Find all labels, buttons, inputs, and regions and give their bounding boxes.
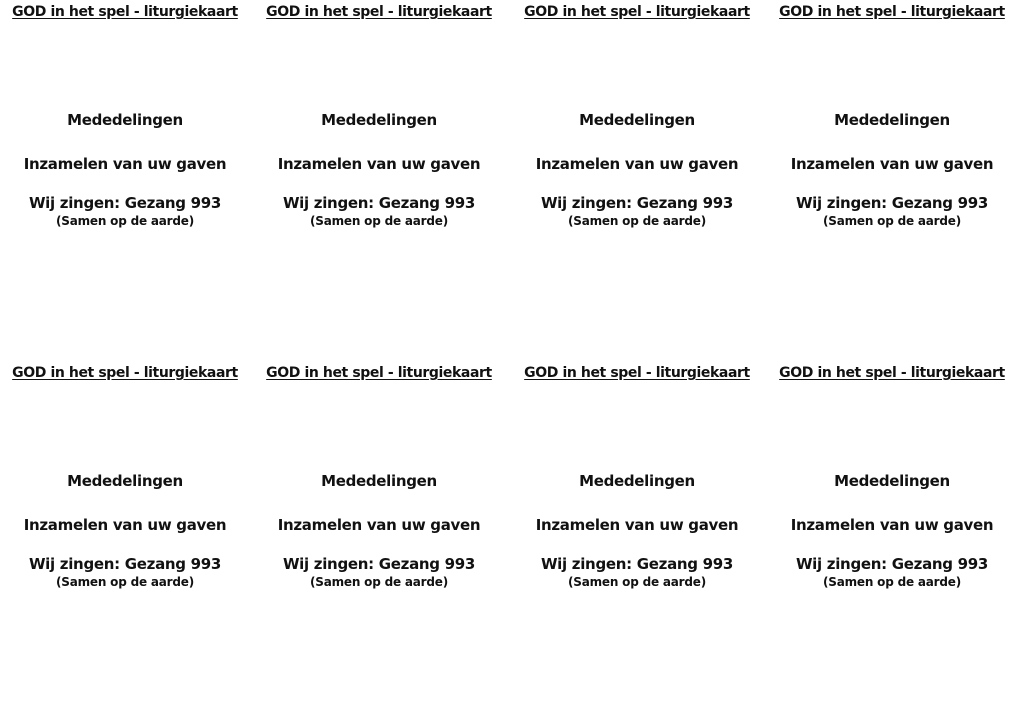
hymn-line: Wij zingen: Gezang 993: [282, 555, 476, 573]
hymn-subtitle: (Samen op de aarde): [55, 575, 195, 589]
hymn-subtitle: (Samen op de aarde): [309, 214, 449, 228]
card-title: GOD in het spel - liturgiekaart: [524, 4, 750, 20]
offering-line: Inzamelen van uw gaven: [277, 155, 481, 173]
hymn-subtitle: (Samen op de aarde): [567, 214, 707, 228]
card-title: GOD in het spel - liturgiekaart: [524, 365, 750, 381]
offering-line: Inzamelen van uw gaven: [535, 516, 739, 534]
announcements-line: Mededelingen: [579, 111, 695, 129]
hymn-subtitle: (Samen op de aarde): [822, 214, 962, 228]
liturgy-card: [517, 0, 757, 340]
announcements-line: Mededelingen: [321, 472, 437, 490]
offering-line: Inzamelen van uw gaven: [23, 155, 227, 173]
hymn-line: Wij zingen: Gezang 993: [540, 194, 734, 212]
hymn-subtitle: (Samen op de aarde): [55, 214, 195, 228]
announcements-line: Mededelingen: [834, 472, 950, 490]
hymn-subtitle: (Samen op de aarde): [822, 575, 962, 589]
offering-line: Inzamelen van uw gaven: [277, 516, 481, 534]
offering-line: Inzamelen van uw gaven: [23, 516, 227, 534]
announcements-line: Mededelingen: [67, 111, 183, 129]
offering-line: Inzamelen van uw gaven: [790, 155, 994, 173]
card-title: GOD in het spel - liturgiekaart: [779, 4, 1005, 20]
hymn-line: Wij zingen: Gezang 993: [28, 555, 222, 573]
card-title: GOD in het spel - liturgiekaart: [266, 4, 492, 20]
hymn-line: Wij zingen: Gezang 993: [28, 194, 222, 212]
hymn-subtitle: (Samen op de aarde): [567, 575, 707, 589]
card-title: GOD in het spel - liturgiekaart: [12, 365, 238, 381]
liturgy-card: [259, 361, 499, 701]
hymn-line: Wij zingen: Gezang 993: [795, 555, 989, 573]
liturgy-card: [5, 0, 245, 340]
liturgy-card: [772, 0, 1012, 340]
card-title: GOD in het spel - liturgiekaart: [266, 365, 492, 381]
offering-line: Inzamelen van uw gaven: [790, 516, 994, 534]
announcements-line: Mededelingen: [579, 472, 695, 490]
liturgy-card: [5, 361, 245, 701]
hymn-line: Wij zingen: Gezang 993: [540, 555, 734, 573]
liturgy-card: [517, 361, 757, 701]
hymn-subtitle: (Samen op de aarde): [309, 575, 449, 589]
hymn-line: Wij zingen: Gezang 993: [795, 194, 989, 212]
announcements-line: Mededelingen: [67, 472, 183, 490]
liturgy-card: [772, 361, 1012, 701]
card-title: GOD in het spel - liturgiekaart: [12, 4, 238, 20]
announcements-line: Mededelingen: [321, 111, 437, 129]
announcements-line: Mededelingen: [834, 111, 950, 129]
liturgy-card: [259, 0, 499, 340]
offering-line: Inzamelen van uw gaven: [535, 155, 739, 173]
hymn-line: Wij zingen: Gezang 993: [282, 194, 476, 212]
card-title: GOD in het spel - liturgiekaart: [779, 365, 1005, 381]
